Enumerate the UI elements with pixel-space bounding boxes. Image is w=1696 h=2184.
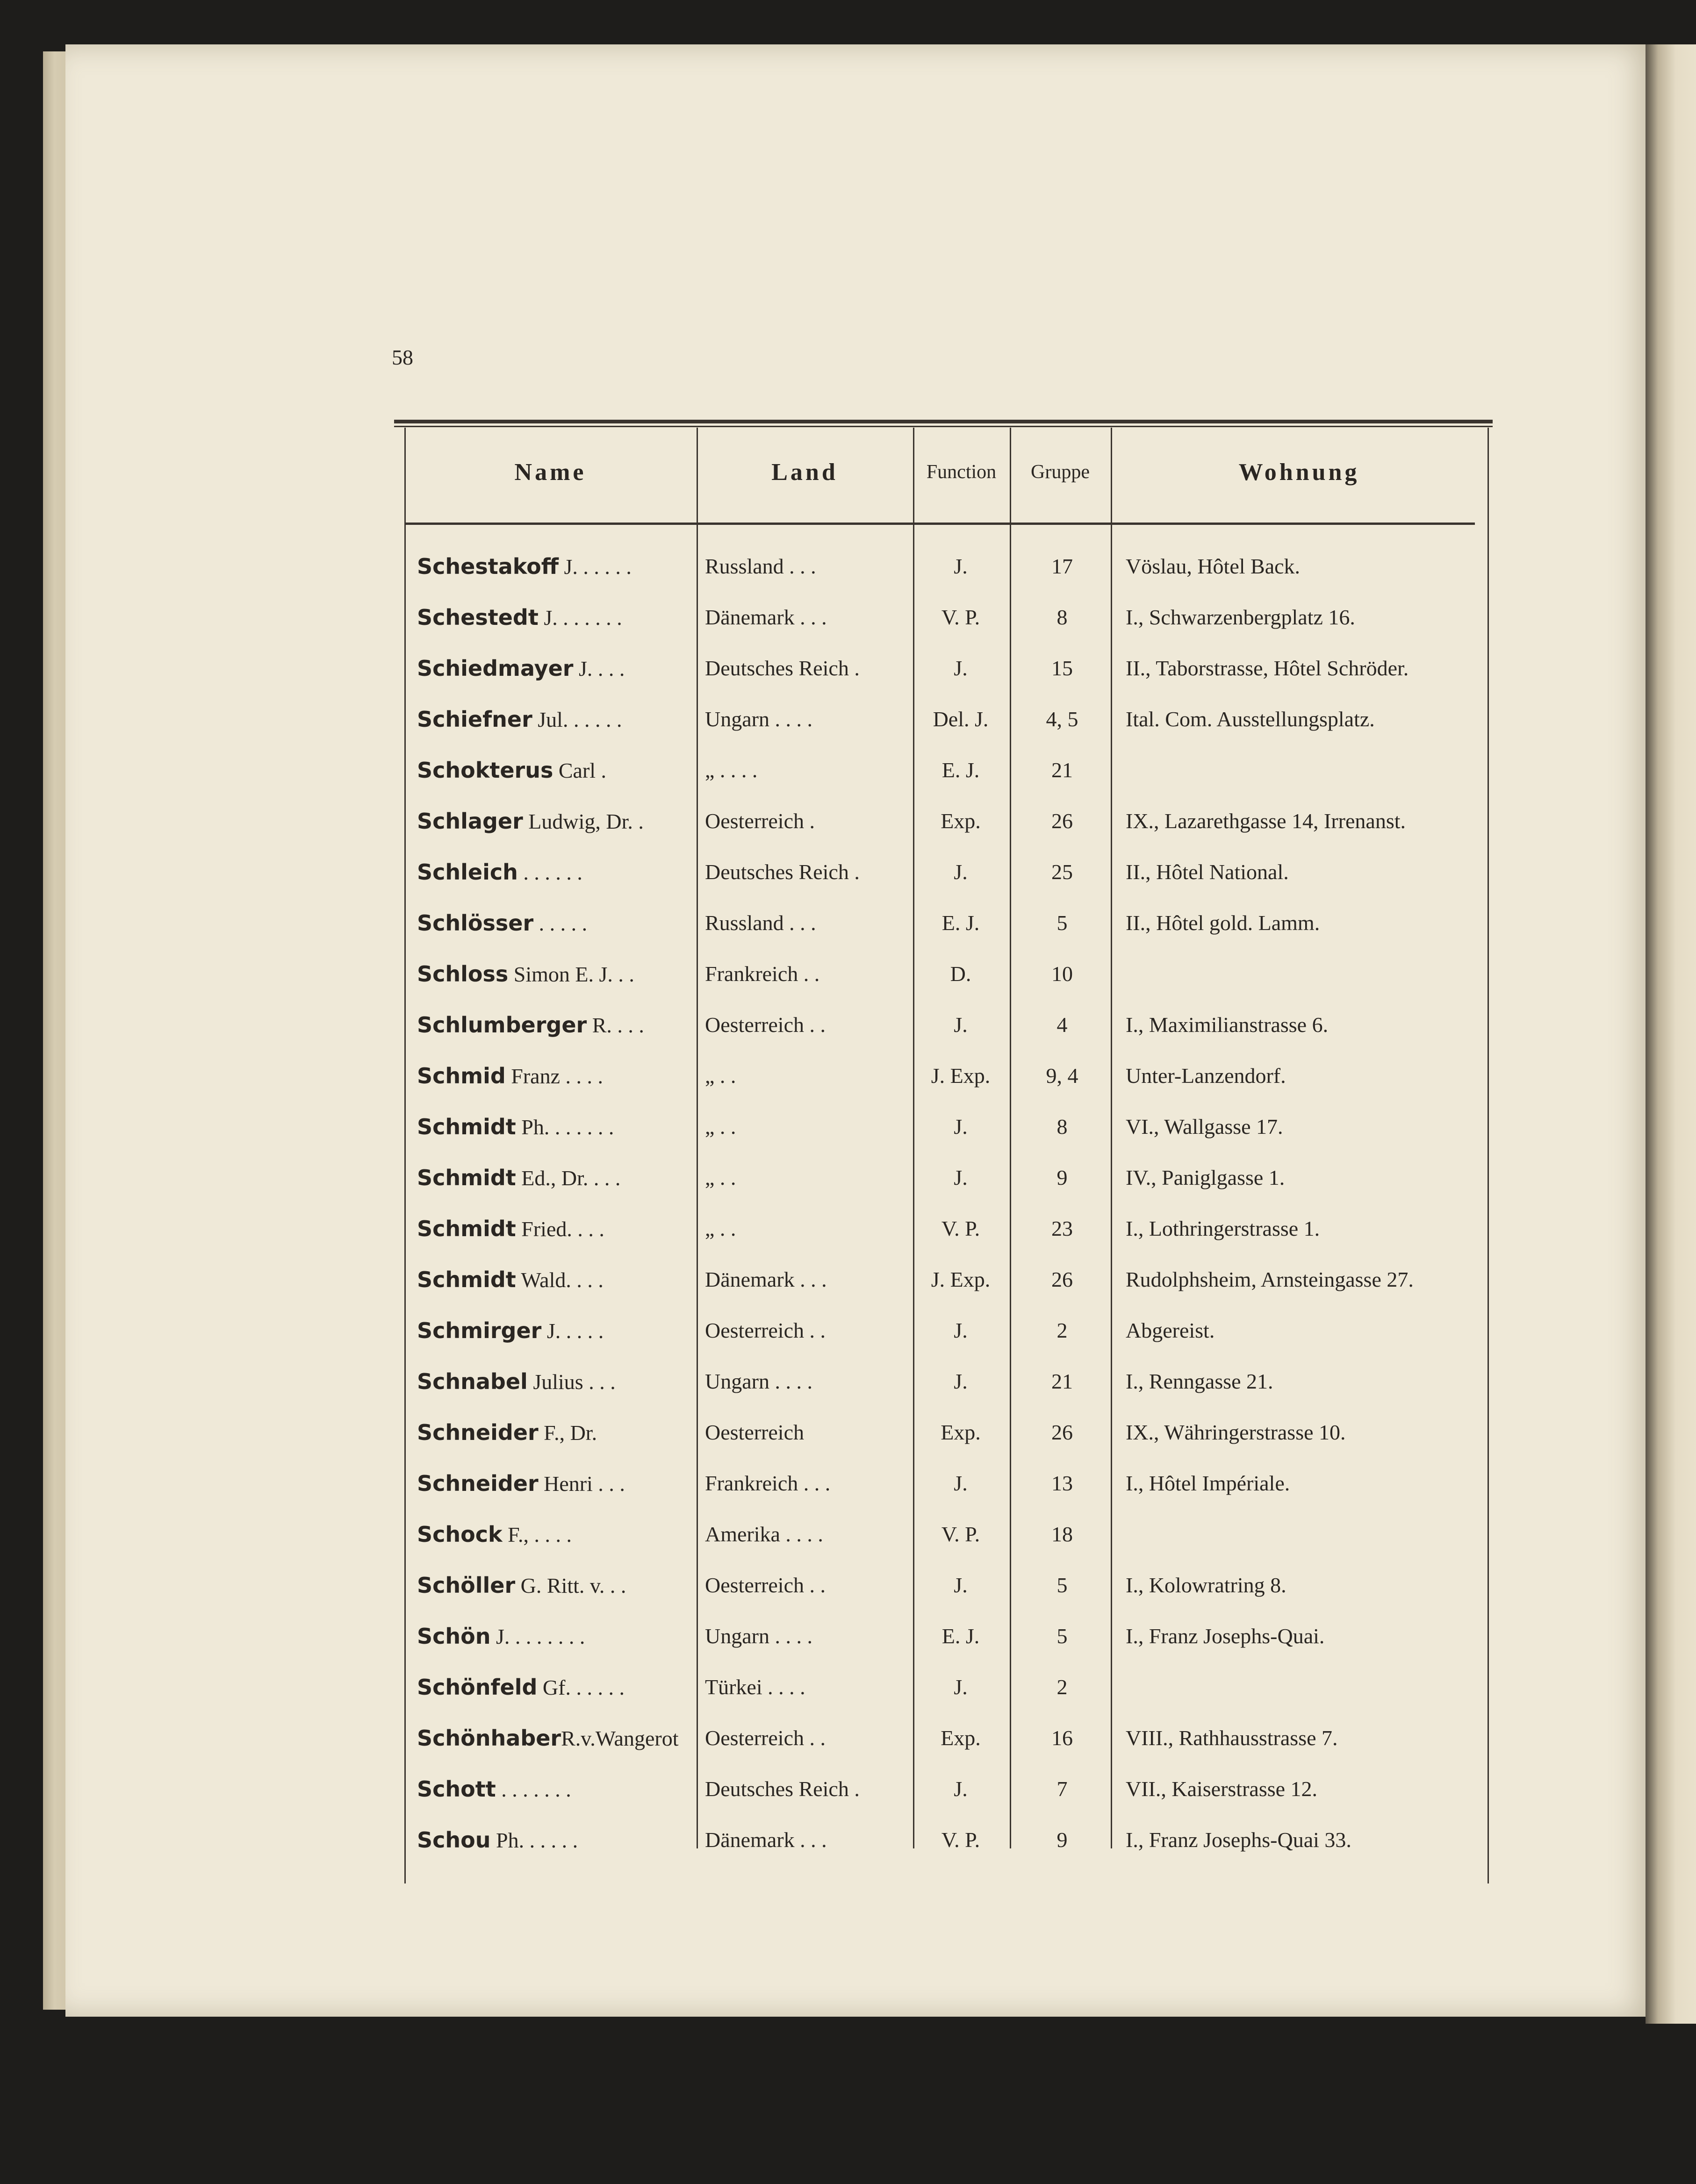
surname: Schiedmayer — [417, 656, 574, 681]
cell-gruppe: 8 — [1056, 1115, 1068, 1139]
surname: Schock — [417, 1522, 503, 1547]
cell-gruppe: 21 — [1051, 1369, 1073, 1393]
surname: Schönhaber — [417, 1726, 561, 1751]
table-row — [0, 1726, 1696, 1768]
cell-land: Dänemark . . . — [705, 605, 827, 629]
cell-gruppe: 9 — [1056, 1828, 1068, 1852]
cell-land: Russland . . . — [705, 911, 816, 935]
cell-land: Frankreich . . — [705, 962, 820, 986]
table-row — [0, 1827, 1696, 1869]
name-rest: Henri . . . — [538, 1472, 625, 1496]
cell-gruppe: 10 — [1051, 962, 1073, 986]
cell-name — [417, 1420, 597, 1445]
cell-gruppe: 5 — [1056, 911, 1068, 935]
surname: Schneider — [417, 1471, 539, 1496]
cell-land: Ungarn . . . . — [705, 1624, 812, 1648]
cell-name — [417, 554, 632, 579]
name-rest: Fried. . . . — [516, 1217, 604, 1241]
table-row — [0, 859, 1696, 902]
cell-function: V. P. — [941, 605, 980, 629]
cell-function: J. — [954, 1573, 968, 1597]
name-rest: . . . . . . — [517, 860, 582, 884]
table-row — [0, 605, 1696, 647]
surname: Schestakoff — [417, 554, 559, 579]
cell-land: Russland . . . — [705, 554, 816, 578]
surname: Schlumberger — [417, 1012, 587, 1038]
cell-gruppe: 26 — [1051, 1420, 1073, 1444]
name-rest: Ed., Dr. . . . — [516, 1166, 621, 1190]
cell-name — [417, 1267, 604, 1292]
cell-wohnung: VI., Wallgasse 17. — [1126, 1115, 1283, 1139]
table-row — [0, 554, 1696, 596]
cell-name — [417, 1522, 572, 1547]
name-rest: Ph. . . . . . . — [516, 1115, 614, 1139]
cell-gruppe: 2 — [1056, 1318, 1068, 1342]
cell-function: D. — [950, 962, 971, 986]
cell-gruppe: 4 — [1056, 1013, 1068, 1037]
surname: Schou — [417, 1827, 491, 1853]
cell-wohnung: Abgereist. — [1126, 1318, 1215, 1342]
header-function: Function — [926, 461, 997, 483]
cell-gruppe: 21 — [1051, 758, 1073, 782]
cell-land: Deutsches Reich . — [705, 860, 860, 884]
name-rest: Franz . . . . — [505, 1064, 604, 1088]
cell-gruppe: 26 — [1051, 1267, 1073, 1291]
cell-name — [417, 1726, 678, 1751]
table-row — [0, 707, 1696, 749]
name-rest: F., . . . . — [502, 1523, 572, 1547]
cell-land: „ . . — [705, 1217, 736, 1240]
surname: Schloss — [417, 961, 509, 987]
name-rest: J. . . . . . . — [538, 606, 622, 630]
name-rest: . . . . . . . — [496, 1777, 571, 1801]
cell-wohnung: IX., Währingerstrasse 10. — [1126, 1420, 1346, 1444]
cell-land: „ . . — [705, 1166, 736, 1189]
surname: Schnabel — [417, 1369, 528, 1394]
cell-land: Dänemark . . . — [705, 1828, 827, 1852]
table-row — [0, 809, 1696, 851]
name-rest: G. Ritt. v. . . — [515, 1574, 626, 1597]
surname: Schott — [417, 1776, 496, 1802]
surname: Schlager — [417, 809, 523, 834]
cell-wohnung: II., Hôtel National. — [1126, 860, 1289, 884]
cell-function: J. — [954, 1369, 968, 1393]
table-row — [0, 1165, 1696, 1207]
cell-name — [417, 1165, 620, 1190]
cell-land: Frankreich . . . — [705, 1471, 831, 1495]
cell-wohnung: Rudolphsheim, Arnsteingasse 27. — [1126, 1267, 1414, 1291]
cell-land: „ . . — [705, 1064, 736, 1088]
surname: Schiefner — [417, 707, 532, 732]
cell-gruppe: 23 — [1051, 1217, 1073, 1240]
cell-gruppe: 5 — [1056, 1624, 1068, 1648]
cell-land: Oesterreich — [705, 1420, 804, 1444]
cell-land: Türkei . . . . — [705, 1675, 805, 1699]
cell-land: „ . . — [705, 1115, 736, 1139]
cell-land: Amerika . . . . — [705, 1522, 823, 1546]
cell-land: „ . . . . — [705, 758, 758, 782]
surname: Schmid — [417, 1063, 506, 1088]
cell-name — [417, 1063, 603, 1088]
cell-land: Oesterreich . . — [705, 1013, 826, 1037]
cell-function: Exp. — [941, 1726, 981, 1750]
table-row — [0, 1063, 1696, 1105]
cell-wohnung: I., Franz Josephs-Quai. — [1126, 1624, 1325, 1648]
cell-name — [417, 910, 587, 936]
cell-name — [417, 758, 606, 783]
cell-gruppe: 7 — [1056, 1777, 1068, 1801]
table-row — [0, 656, 1696, 698]
surname: Schmidt — [417, 1216, 516, 1241]
cell-function: J. Exp. — [931, 1064, 991, 1088]
cell-land: Ungarn . . . . — [705, 707, 812, 731]
table-row — [0, 1318, 1696, 1360]
table-top-rule — [394, 420, 1493, 423]
cell-function: E. J. — [941, 758, 980, 782]
cell-wohnung: Vöslau, Hôtel Back. — [1126, 554, 1301, 578]
cell-wohnung: Ital. Com. Ausstellungsplatz. — [1126, 707, 1375, 731]
cell-name — [417, 707, 622, 732]
cell-gruppe: 2 — [1056, 1675, 1068, 1699]
cell-function: V. P. — [941, 1522, 980, 1546]
cell-wohnung: IX., Lazarethgasse 14, Irrenanst. — [1126, 809, 1406, 833]
cell-wohnung: II., Taborstrasse, Hôtel Schröder. — [1126, 656, 1409, 680]
surname: Schleich — [417, 859, 518, 885]
table-row — [0, 1471, 1696, 1513]
surname: Schestedt — [417, 605, 539, 630]
cell-function: J. — [954, 1013, 968, 1037]
cell-function: J. — [954, 1675, 968, 1699]
cell-wohnung: VIII., Rathhausstrasse 7. — [1126, 1726, 1338, 1750]
cell-name — [417, 1624, 585, 1649]
surname: Schön — [417, 1624, 491, 1649]
surname: Schmidt — [417, 1267, 516, 1292]
name-rest: Jul. . . . . . — [532, 708, 622, 731]
page-number: 58 — [392, 345, 413, 369]
cell-land: Deutsches Reich . — [705, 1777, 860, 1801]
name-rest: J. . . . . — [541, 1319, 604, 1343]
cell-land: Deutsches Reich . — [705, 656, 860, 680]
cell-name — [417, 1318, 604, 1343]
cell-wohnung: I., Lothringerstrasse 1. — [1126, 1217, 1320, 1240]
name-rest: . . . . . — [533, 911, 588, 935]
table-row — [0, 1012, 1696, 1054]
cell-gruppe: 16 — [1051, 1726, 1073, 1750]
cell-function: E. J. — [941, 1624, 980, 1648]
cell-function: J. — [954, 1777, 968, 1801]
cell-gruppe: 18 — [1051, 1522, 1073, 1546]
cell-function: V. P. — [941, 1828, 980, 1852]
name-rest: Simon E. J. . . — [508, 962, 634, 986]
cell-wohnung: II., Hôtel gold. Lamm. — [1126, 911, 1320, 935]
cell-gruppe: 8 — [1056, 605, 1068, 629]
cell-name — [417, 1573, 626, 1598]
name-rest: R. . . . — [587, 1013, 644, 1037]
cell-gruppe: 17 — [1051, 554, 1073, 578]
cell-function: Del. J. — [933, 707, 989, 731]
name-rest: Wald. . . . — [516, 1268, 604, 1292]
cell-gruppe: 9 — [1056, 1166, 1068, 1189]
table-row — [0, 961, 1696, 1003]
cell-wohnung: I., Schwarzenbergplatz 16. — [1126, 605, 1355, 629]
surname: Schlösser — [417, 910, 534, 936]
cell-land: Ungarn . . . . — [705, 1369, 812, 1393]
name-rest: J. . . . — [573, 657, 625, 680]
surname: Schokterus — [417, 758, 553, 783]
cell-name — [417, 809, 644, 834]
cell-function: J. — [954, 656, 968, 680]
name-rest: J. . . . . . . . — [490, 1625, 585, 1648]
cell-name — [417, 961, 634, 987]
header-wohnung: Wohnung — [1238, 458, 1360, 486]
name-rest: Carl . — [553, 759, 607, 782]
surname: Schöller — [417, 1573, 516, 1598]
table-row — [0, 758, 1696, 800]
surname: Schmirger — [417, 1318, 542, 1343]
header-name: Name — [514, 458, 587, 486]
cell-function: J. — [954, 860, 968, 884]
cell-function: E. J. — [941, 911, 980, 935]
surname: Schmidt — [417, 1114, 516, 1139]
cell-function: Exp. — [941, 1420, 981, 1444]
cell-name — [417, 656, 625, 681]
cell-name — [417, 1216, 604, 1241]
cell-name — [417, 1776, 571, 1802]
cell-land: Oesterreich . — [705, 809, 815, 833]
cell-wohnung: I., Renngasse 21. — [1126, 1369, 1273, 1393]
cell-land: Oesterreich . . — [705, 1573, 826, 1597]
name-rest: F., Dr. — [538, 1421, 597, 1445]
cell-wohnung: VII., Kaiserstrasse 12. — [1126, 1777, 1318, 1801]
table-row — [0, 1776, 1696, 1819]
surname: Schönfeld — [417, 1675, 538, 1700]
cell-gruppe: 9, 4 — [1046, 1064, 1078, 1088]
table-top-rule-thin — [394, 426, 1493, 427]
name-rest: Ludwig, Dr. . — [523, 809, 644, 833]
cell-wohnung: IV., Paniglgasse 1. — [1126, 1166, 1285, 1189]
cell-gruppe: 13 — [1051, 1471, 1073, 1495]
cell-function: J. Exp. — [931, 1267, 991, 1291]
name-rest: Julius . . . — [527, 1370, 616, 1394]
table-row — [0, 1573, 1696, 1615]
cell-name — [417, 859, 582, 885]
cell-wohnung: Unter-Lanzendorf. — [1126, 1064, 1286, 1088]
cell-function: J. — [954, 554, 968, 578]
table-row — [0, 1267, 1696, 1309]
cell-function: J. — [954, 1115, 968, 1139]
table-row — [0, 910, 1696, 952]
header-land: Land — [771, 458, 838, 486]
name-rest: J. . . . . . — [558, 555, 632, 579]
table-row — [0, 1420, 1696, 1462]
name-rest: R.v.Wangerot — [561, 1726, 679, 1750]
cell-wohnung: I., Hôtel Impériale. — [1126, 1471, 1290, 1495]
table-row — [0, 1369, 1696, 1411]
table-row — [0, 1216, 1696, 1258]
cell-gruppe: 26 — [1051, 809, 1073, 833]
name-rest: Ph. . . . . . — [490, 1828, 578, 1852]
header-gruppe: Gruppe — [1031, 461, 1090, 483]
cell-name — [417, 1369, 616, 1394]
surname: Schneider — [417, 1420, 539, 1445]
cell-name — [417, 605, 622, 630]
cell-function: J. — [954, 1471, 968, 1495]
name-rest: Gf. . . . . . — [537, 1676, 625, 1699]
cell-wohnung: I., Franz Josephs-Quai 33. — [1126, 1828, 1351, 1852]
cell-gruppe: 5 — [1056, 1573, 1068, 1597]
cell-gruppe: 15 — [1051, 656, 1073, 680]
cell-land: Oesterreich . . — [705, 1726, 826, 1750]
cell-wohnung: I., Maximilianstrasse 6. — [1126, 1013, 1329, 1037]
cell-name — [417, 1675, 625, 1700]
cell-function: J. — [954, 1318, 968, 1342]
cell-function: Exp. — [941, 809, 981, 833]
cell-name — [417, 1827, 578, 1853]
cell-land: Dänemark . . . — [705, 1267, 827, 1291]
cell-name — [417, 1114, 614, 1139]
cell-gruppe: 25 — [1051, 860, 1073, 884]
table-row — [0, 1114, 1696, 1156]
table-row — [0, 1675, 1696, 1717]
table-row — [0, 1522, 1696, 1564]
cell-name — [417, 1012, 644, 1038]
cell-function: V. P. — [941, 1217, 980, 1240]
table-header-rule — [404, 523, 1475, 525]
cell-gruppe: 4, 5 — [1046, 707, 1078, 731]
cell-land: Oesterreich . . — [705, 1318, 826, 1342]
cell-wohnung: I., Kolowratring 8. — [1126, 1573, 1286, 1597]
cell-name — [417, 1471, 625, 1496]
table-row — [0, 1624, 1696, 1666]
surname: Schmidt — [417, 1165, 516, 1190]
cell-function: J. — [954, 1166, 968, 1189]
